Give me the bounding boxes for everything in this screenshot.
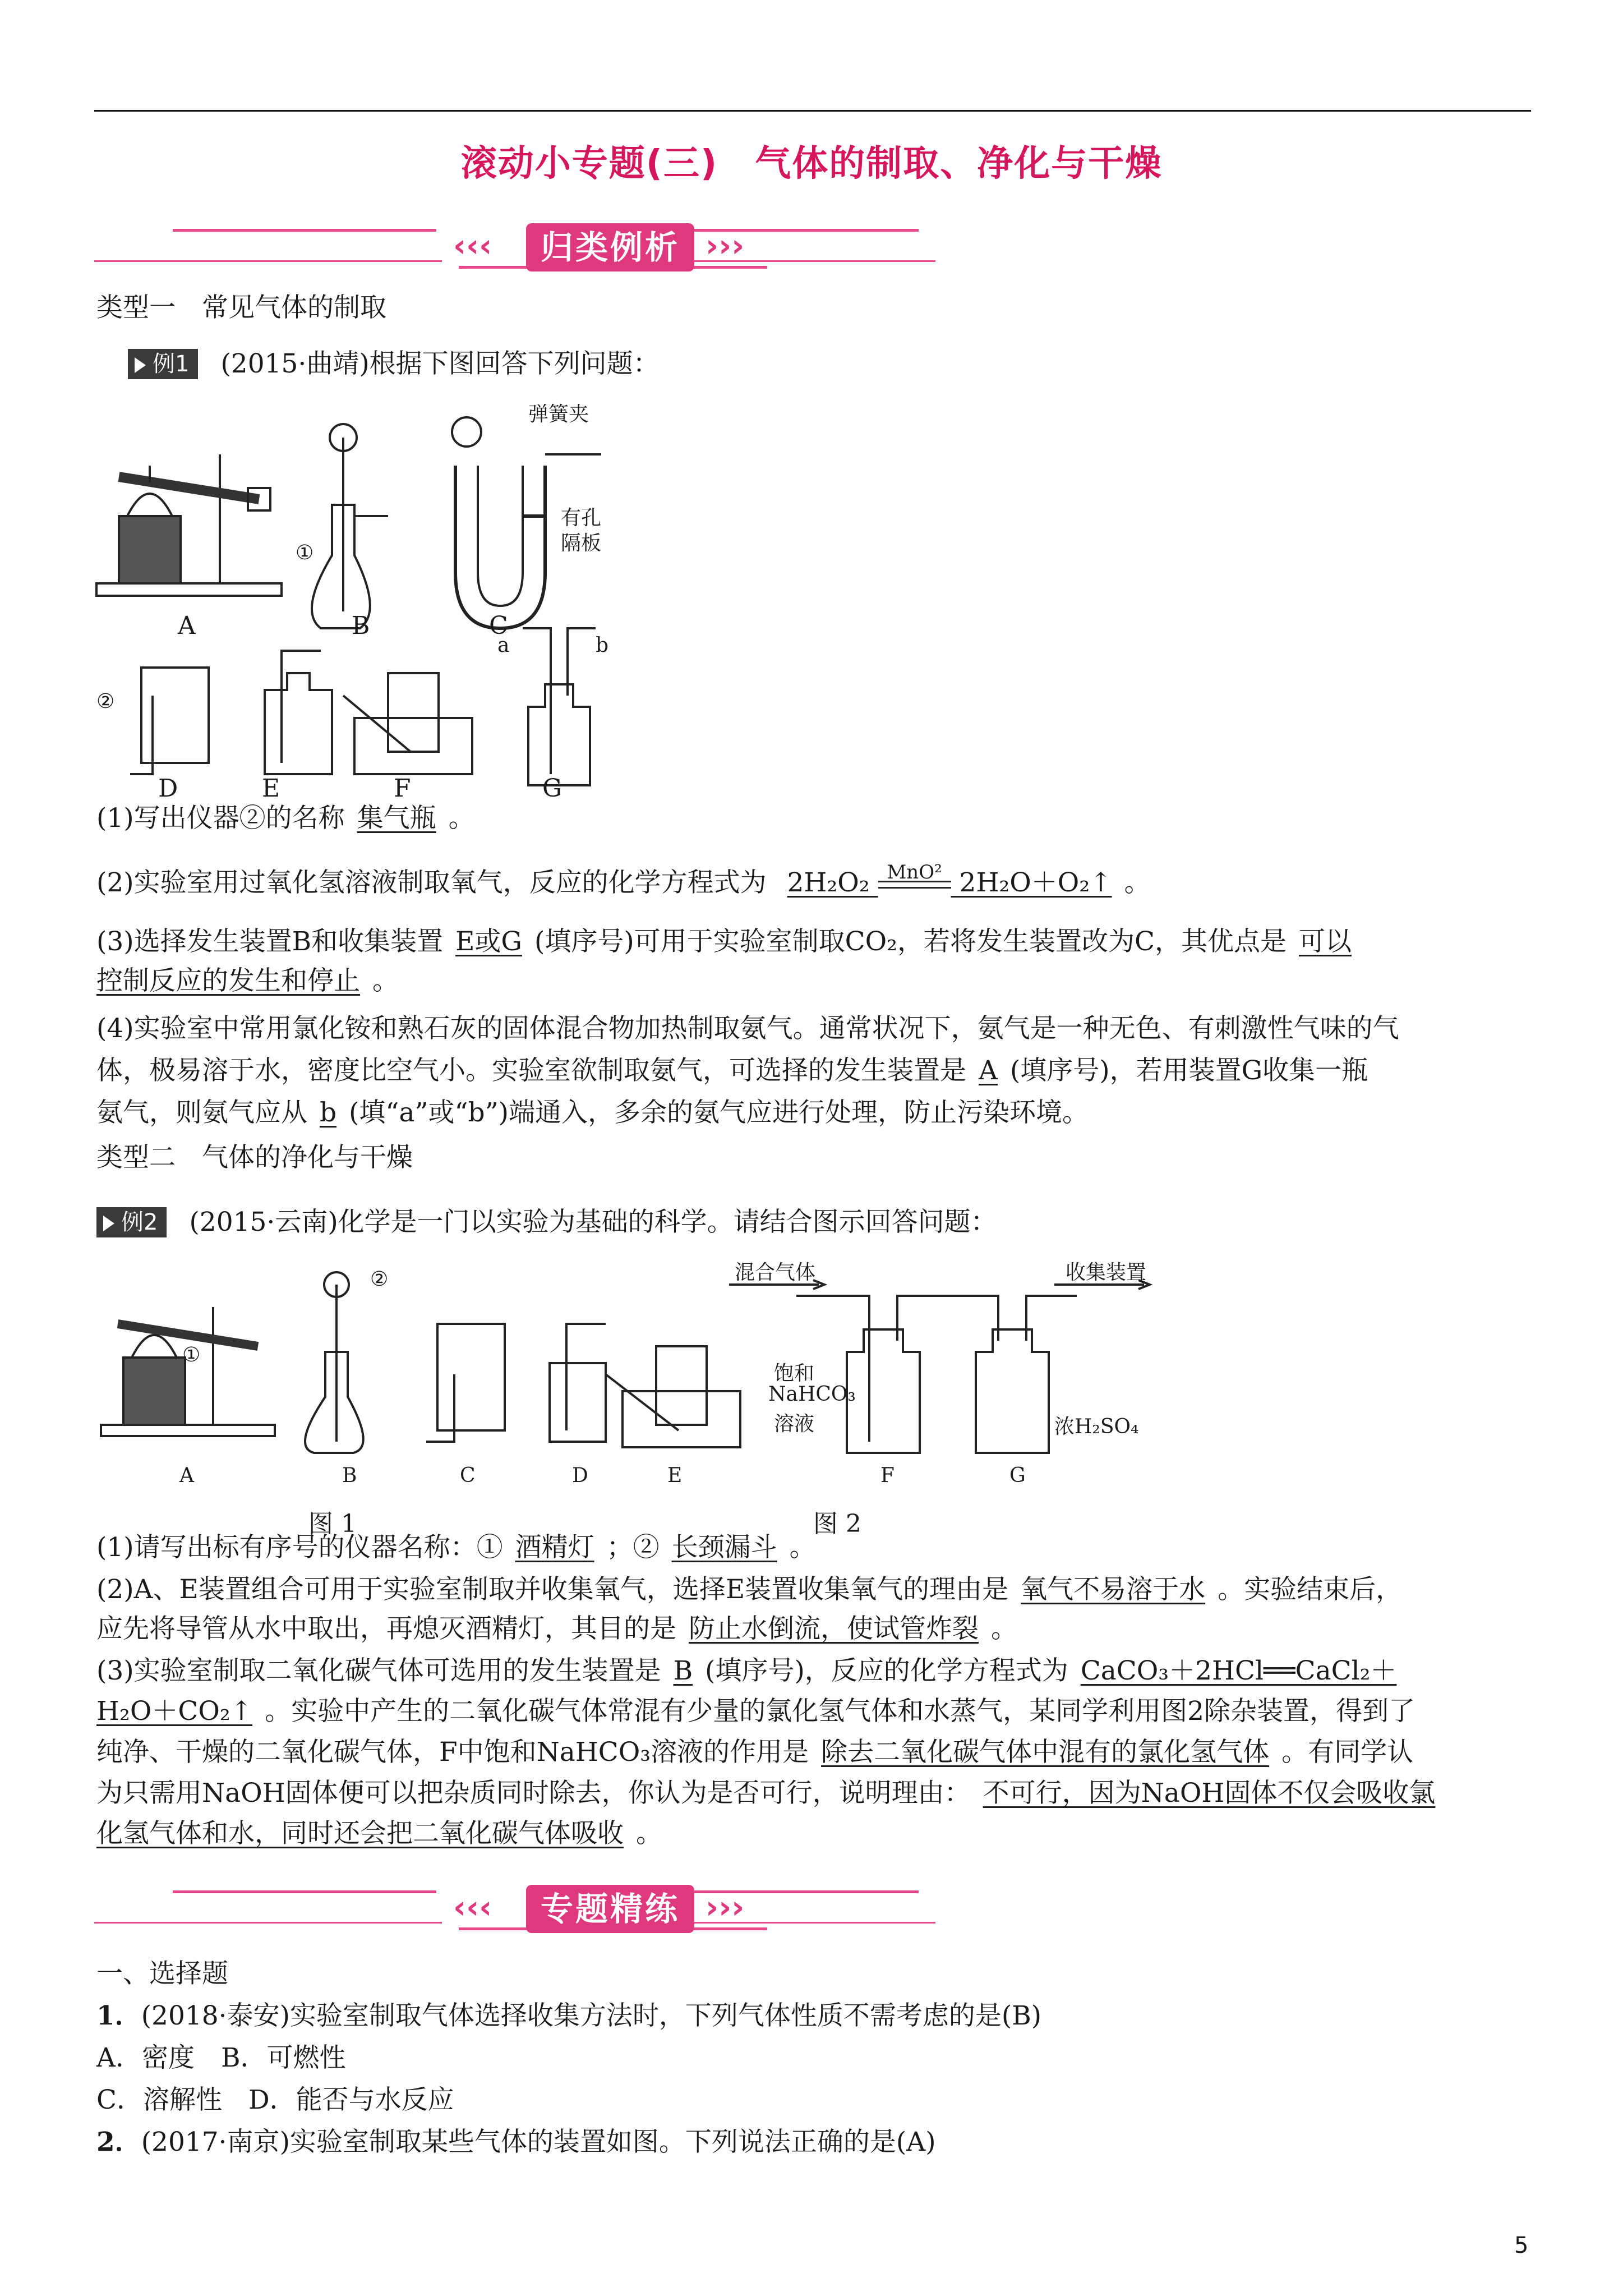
ex1-q2: (2)实验室用过氧化氢溶液制取氧气，反应的化学方程式为 2H₂O₂ MnO² 2H₂O＋O₂↑ 。 bbox=[96, 861, 1151, 898]
label-B: B bbox=[352, 611, 370, 640]
ex1-q4-line3: 氨气，则氨气应从 b (填“a”或“b”)端通入，多余的氨气应进行处理，防止污染环境。 bbox=[96, 1097, 1089, 1128]
question-2: 2．(2017·南京)实验室制取某些气体的装置如图。下列说法正确的是(A) bbox=[96, 2127, 936, 2157]
section-banner-analysis: ‹‹‹ 归类例析 ››› bbox=[94, 218, 935, 279]
type2-heading: 类型二 气体的净化与干燥 bbox=[96, 1142, 413, 1173]
answer-fill: 氧气不易溶于水 bbox=[1021, 1574, 1206, 1605]
example1-text: (2015·曲靖)根据下图回答下列问题： bbox=[220, 348, 660, 379]
caption-fig1: 图 1 bbox=[308, 1510, 357, 1538]
label-E: E bbox=[667, 1464, 683, 1487]
label-n1: ① bbox=[296, 541, 314, 564]
answer-fill: A bbox=[979, 1055, 998, 1086]
label-b: b bbox=[596, 634, 609, 657]
label-saturated-2: NaHCO₃ bbox=[768, 1383, 856, 1406]
label-A: A bbox=[178, 611, 196, 640]
label-G: G bbox=[542, 774, 562, 803]
ex2-q3-line2: H₂O＋CO₂↑ 。实验中产生的二氧化碳气体常混有少量的氯化氢气体和水蒸气，某同学利用图2除杂装置，得到了 bbox=[96, 1696, 1415, 1727]
answer-fill: 可以 bbox=[1298, 926, 1352, 957]
answer-fill: E或G bbox=[455, 926, 522, 957]
label-C: C bbox=[489, 611, 508, 640]
question-1-options-ab: A．密度 B．可燃性 bbox=[96, 2042, 346, 2073]
answer-fill: H₂O＋CO₂↑ bbox=[96, 1696, 253, 1727]
label-porous-1: 有孔 bbox=[561, 507, 602, 530]
label-n2: ② bbox=[96, 690, 115, 713]
answer-equation: 2H₂O₂ MnO² 2H₂O＋O₂↑ bbox=[787, 861, 1112, 898]
label-C: C bbox=[460, 1464, 476, 1487]
type1-heading: 类型一 常见气体的制取 bbox=[96, 292, 386, 323]
label-F: F bbox=[880, 1464, 895, 1487]
answer-fill: 化氢气体和水，同时还会把二氧化碳气体吸收 bbox=[96, 1818, 624, 1849]
answer-fill: B bbox=[673, 1655, 693, 1686]
section-choice: 一、选择题 bbox=[96, 1958, 228, 1989]
answer-fill: 酒精灯 bbox=[515, 1532, 594, 1563]
ex1-q3-line2: 控制反应的发生和停止 。 bbox=[96, 965, 399, 996]
example-badge: 例2 bbox=[96, 1207, 167, 1237]
label-conc-h2so4: 浓H₂SO₄ bbox=[1054, 1415, 1139, 1438]
example2-text: (2015·云南)化学是一门以实验为基础的科学。请结合图示回答问题： bbox=[189, 1207, 997, 1237]
triangle-icon bbox=[135, 357, 146, 373]
answer-fill: 不可行，因为NaOH固体不仅会吸收氯 bbox=[983, 1778, 1436, 1809]
label-saturated-1: 饱和 bbox=[774, 1362, 815, 1385]
triangle-icon bbox=[103, 1216, 114, 1231]
page-title: 滚动小专题(三) 气体的制取、净化与干燥 bbox=[460, 143, 1163, 185]
label-collect: 收集装置 bbox=[1066, 1261, 1147, 1284]
example1-figure bbox=[96, 404, 657, 808]
question-1: 1．(2018·泰安)实验室制取气体选择收集方法时，下列气体性质不需考虑的是(B) bbox=[96, 2000, 1042, 2031]
ex2-q2-line1: (2)A、E装置组合可用于实验室制取并收集氧气，选择E装置收集氧气的理由是 氧气不易溶于水 。实验结束后， bbox=[96, 1574, 1403, 1605]
label-D: D bbox=[572, 1464, 588, 1487]
label-spring-clip: 弹簧夹 bbox=[528, 403, 589, 426]
label-saturated-3: 溶液 bbox=[774, 1412, 815, 1435]
answer-fill: 集气瓶 bbox=[357, 803, 436, 834]
label-A: A bbox=[179, 1464, 194, 1487]
label-n2: ② bbox=[370, 1268, 389, 1291]
banner-title: 归类例析 bbox=[526, 223, 694, 272]
ex2-q3-line5: 化氢气体和水，同时还会把二氧化碳气体吸收 。 bbox=[96, 1818, 662, 1849]
caption-fig2: 图 2 bbox=[813, 1510, 861, 1538]
answer-fill: CaCO₃＋2HCl══CaCl₂＋ bbox=[1080, 1655, 1397, 1686]
ex2-q3-line1: (3)实验室制取二氧化碳气体可选用的发生装置是 B (填序号)，反应的化学方程式为 CaCO₃＋2HCl══CaCl₂＋ bbox=[96, 1655, 1409, 1687]
label-B: B bbox=[342, 1464, 357, 1487]
ex1-q1: (1)写出仪器②的名称 集气瓶 。 bbox=[96, 803, 475, 834]
example2-figure bbox=[101, 1261, 1166, 1538]
answer-fill: 防止水倒流，使试管炸裂 bbox=[689, 1613, 979, 1644]
answer-fill: b bbox=[320, 1097, 337, 1128]
label-F: F bbox=[394, 774, 411, 803]
label-n1: ① bbox=[182, 1343, 201, 1366]
example1-stem bbox=[128, 348, 660, 380]
label-G: G bbox=[1009, 1464, 1026, 1487]
answer-fill: 控制反应的发生和停止 bbox=[96, 965, 360, 996]
ex2-q2-line2: 应先将导管从水中取出，再熄灭酒精灯，其目的是 防止水倒流，使试管炸裂 。 bbox=[96, 1613, 1017, 1644]
question-1-options-cd: C．溶解性 D．能否与水反应 bbox=[96, 2085, 454, 2115]
label-E: E bbox=[262, 774, 280, 803]
label-mixed-gas: 混合气体 bbox=[735, 1261, 816, 1284]
banner-title: 专题精练 bbox=[526, 1885, 694, 1933]
ex1-q3-line1: (3)选择发生装置B和收集装置 E或G (填序号)可用于实验室制取CO₂，若将发生装置改为C，其优点是 可以 bbox=[96, 926, 1364, 958]
example2-stem bbox=[96, 1206, 997, 1239]
label-porous-2: 隔板 bbox=[561, 532, 602, 555]
label-a: a bbox=[497, 634, 510, 657]
example-badge: 例1 bbox=[128, 349, 198, 379]
ex2-q3-line4: 为只需用NaOH固体便可以把杂质同时除去，你认为是否可行，说明理由： 不可行，因为NaOH固体不仅会吸收氯 bbox=[96, 1777, 1447, 1810]
answer-fill: 长颈漏斗 bbox=[671, 1532, 777, 1563]
ex2-q3-line3: 纯净、干燥的二氧化碳气体，F中饱和NaHCO₃溶液的作用是 除去二氧化碳气体中混有的氯化氢气体 。有同学认 bbox=[96, 1737, 1414, 1768]
ex2-q1: (1)请写出标有序号的仪器名称：① 酒精灯 ；② 长颈漏斗 。 bbox=[96, 1532, 816, 1563]
page-number: 5 bbox=[1514, 2233, 1529, 2258]
top-rule bbox=[94, 110, 1531, 112]
label-D: D bbox=[158, 774, 178, 803]
section-banner-practice: ‹‹‹ 专题精练 ››› bbox=[94, 1879, 935, 1941]
answer-fill: 除去二氧化碳气体中混有的氯化氢气体 bbox=[821, 1737, 1270, 1768]
ex1-q4-line2: 体，极易溶于水，密度比空气小。实验室欲制取氨气，可选择的发生装置是 A (填序号)，若用装置G收集一瓶 bbox=[96, 1055, 1368, 1086]
ex1-q4-line1: (4)实验室中常用氯化铵和熟石灰的固体混合物加热制取氨气。通常状况下，氨气是一种无色、有刺激性气味的气 bbox=[96, 1013, 1399, 1044]
